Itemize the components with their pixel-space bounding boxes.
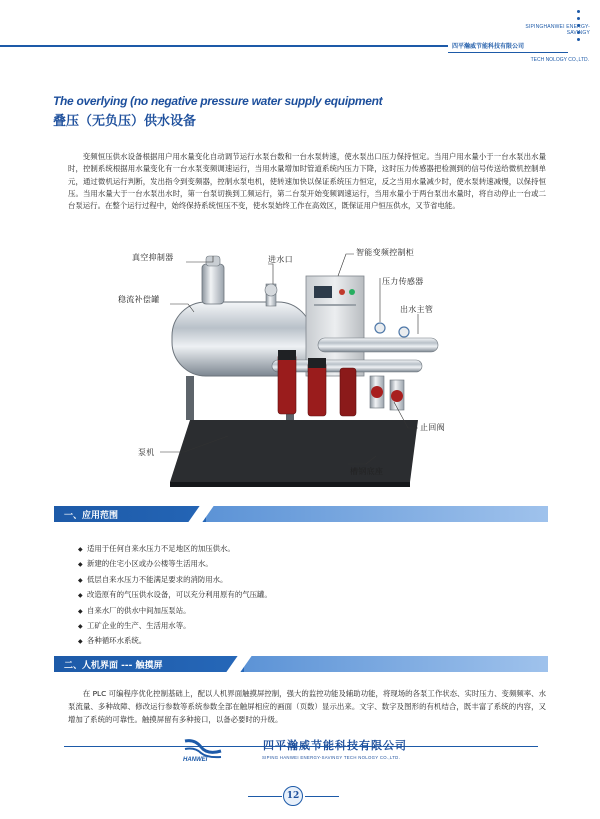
label-water-inlet: 进水口 bbox=[268, 255, 293, 264]
section-bar-application bbox=[54, 506, 548, 522]
section-title-application: 一、应用范围 bbox=[64, 511, 119, 521]
hmi-paragraph: 在 PLC 可编程序优化控制基础上，配以人机界面触摸屏控制，强大的监控功能及辅助功能，将现场的各泵工作状态、实时压力、变频频率、水泵流量、多种故障、修改运行参数等系统参数全部在触屏相应的画面（页数）显示出来。文字、数字及图形的有机结合，既丰富了系统的内容，又增加了系统的可靠性。触摸屏留有多种接口，以备必要时的升级。 bbox=[68, 689, 546, 724]
bullet-icon: ◆ bbox=[78, 592, 83, 600]
pump-shape bbox=[278, 354, 296, 414]
equipment-figure bbox=[118, 242, 490, 490]
application-list bbox=[78, 542, 272, 650]
section-title-hmi: 二、人机界面 --- 触摸屏 bbox=[64, 661, 163, 671]
header-rule-short bbox=[448, 52, 568, 53]
list-item: ◆ 改造原有的气压供水设备，可以充分利用原有的气压罐。 bbox=[78, 588, 272, 603]
header-company-en-top: SIPINGHANWEI ENERGY-SAVINGY bbox=[525, 24, 590, 36]
list-item: ◆ 自来水厂的供水中间加压泵站。 bbox=[78, 604, 272, 619]
page-title-en: The overlying (no negative pressure water supply equipment bbox=[53, 94, 383, 108]
page-number: 12 bbox=[286, 791, 300, 801]
header-company-en-bottom: TECH NOLOGY CO.,LTD. bbox=[530, 57, 589, 63]
list-item: ◆ 低层自来水压力不能满足要求的消防用水。 bbox=[78, 573, 272, 588]
bullet-icon: ◆ bbox=[78, 561, 83, 569]
label-stabilizer-tank: 稳流补偿罐 bbox=[118, 295, 160, 304]
section-bar-hmi bbox=[54, 656, 548, 672]
bullet-icon: ◆ bbox=[78, 638, 83, 646]
list-item: ◆ 工矿企业的生产、生活用水等。 bbox=[78, 619, 272, 634]
hanwei-logo-icon bbox=[183, 737, 223, 759]
header-company-cn: 四平瀚威节能科技有限公司 bbox=[452, 43, 525, 50]
pressure-sensor-shape bbox=[375, 323, 385, 333]
label-smart-cabinet: 智能变频控制柜 bbox=[356, 248, 415, 257]
list-item: ◆ 各种循环水系统。 bbox=[78, 634, 272, 649]
label-pressure-sensor: 压力传感器 bbox=[382, 277, 424, 286]
page-title-cn: 叠压（无负压）供水设备 bbox=[53, 114, 197, 129]
label-check-valve: 止回阀 bbox=[420, 423, 445, 432]
label-channel-base: 槽钢底座 bbox=[350, 467, 384, 476]
label-main-outlet: 出水主管 bbox=[400, 305, 434, 314]
equipment-illustration bbox=[118, 242, 490, 490]
footer-company-cn: 四平瀚威节能科技有限公司 bbox=[263, 739, 407, 752]
page-number-rule-right bbox=[305, 796, 339, 797]
header-rule bbox=[0, 45, 448, 47]
label-pump: 泵机 bbox=[138, 448, 155, 457]
list-item: ◆ 新建的住宅小区或办公楼等生活用水。 bbox=[78, 557, 272, 572]
main-outlet-pipe-shape bbox=[318, 338, 438, 352]
bullet-icon: ◆ bbox=[78, 546, 83, 553]
bullet-icon: ◆ bbox=[78, 623, 83, 631]
page-number-badge bbox=[283, 786, 303, 806]
footer-logo-text: HANWEI bbox=[183, 757, 208, 763]
intro-paragraph: 变频恒压供水设备根据用户用水量变化自动调节运行水泵台数和一台水泵转速，使水泵出口压力保持恒定。当用户用水量小于一台水泵出水量时，控制系统根据用水量变化有一台水泵变频调速运行，当用水量增加时管道系统内压力下降，这时压力传感器把检测到的信号传送给微机控制单元，通过微机运行判断，发出指令到变频器，控制水泵电机，使转速加快以保证系统压力恒定，反之当用水量减少时，使水泵转速减慢，以保持恒压。当用水量大于一台水泵出水时，第一台泵切换到工频运行，第二台泵开始变频调速运行，当用水量小于两台泵出水量时，将自动停止一台或二台泵运行。在整个运行过程中，始终保持系统恒压不变，使水泵始终工作在高效区，既保证用户恒压供水，又节省电能。 bbox=[68, 152, 546, 211]
vacuum-suppressor-shape bbox=[202, 264, 224, 304]
footer-company-en: SIPING HANWEI ENERGY-SAVINGY TECH NOLOGY CO.,LTD. bbox=[262, 755, 401, 760]
label-vacuum-suppressor: 真空抑制器 bbox=[132, 253, 174, 262]
page-number-rule-left bbox=[248, 796, 282, 797]
bullet-icon: ◆ bbox=[78, 576, 83, 584]
bullet-icon: ◆ bbox=[78, 607, 83, 615]
list-item: ◆ 适用于任何自来水压力不足地区的加压供水。 bbox=[78, 542, 272, 557]
